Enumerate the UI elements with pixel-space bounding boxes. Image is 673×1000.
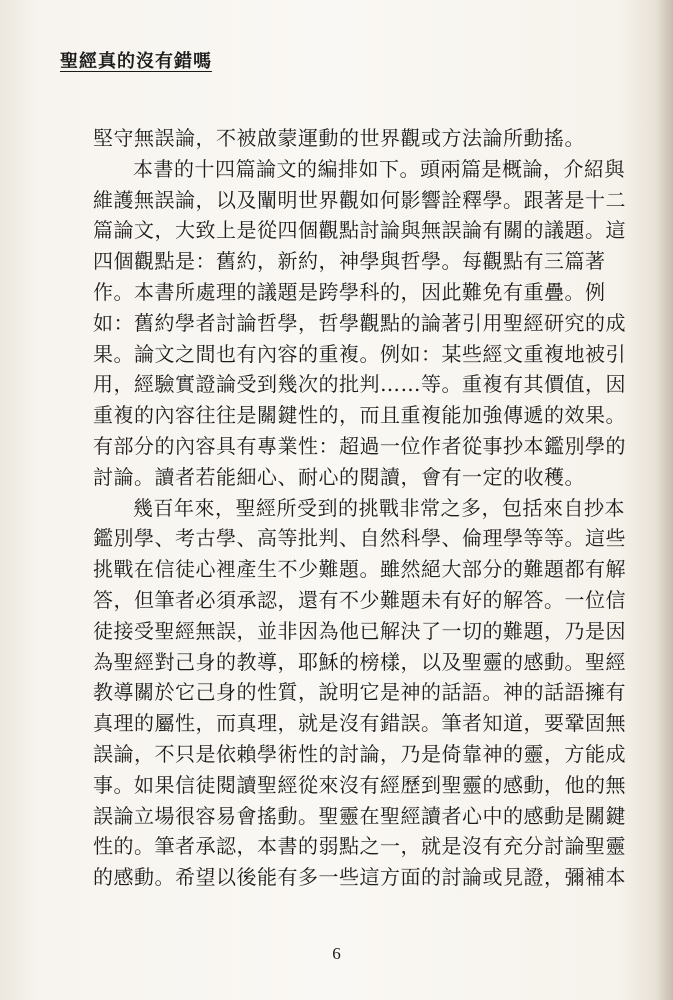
text-line: 教導關於它己身的性質，說明它是神的話語。神的話語擁有 <box>93 680 626 705</box>
text-line: 有部分的內容具有專業性：超過一位作者從事抄本鑑別學的 <box>93 433 626 458</box>
text-line: 討論。讀者若能細心、耐心的閱讀，會有一定的收穫。 <box>93 464 585 489</box>
text-line: 性的。筆者承認，本書的弱點之一，就是沒有充分討論聖靈 <box>93 834 626 859</box>
text-line: 的感動。希望以後能有多一些這方面的討論或見證，彌補本 <box>93 865 626 890</box>
text-line: 事。如果信徒閱讀聖經從來沒有經歷到聖靈的感動，他的無 <box>93 772 626 797</box>
text-line: 如：舊約學者討論哲學，哲學觀點的論著引用聖經研究的成 <box>93 310 626 335</box>
text-line: 本書的十四篇論文的編排如下。頭兩篇是概論，介紹與 <box>133 156 625 181</box>
text-line: 為聖經對己身的教導，耶穌的榜樣，以及聖靈的感動。聖經 <box>93 649 626 674</box>
text-line: 真理的屬性，而真理，就是沒有錯誤。筆者知道，要鞏固無 <box>93 711 626 736</box>
text-line: 用，經驗實證論受到幾次的批判……等。重複有其價值，因 <box>93 372 626 397</box>
text-line: 幾百年來，聖經所受到的挑戰非常之多，包括來自抄本 <box>133 495 625 520</box>
text-line: 篇論文，大致上是從四個觀點討論與無誤論有關的議題。這 <box>93 218 626 243</box>
text-line: 四個觀點是：舊約，新約，神學與哲學。每觀點有三篇著 <box>93 249 606 274</box>
running-head: 聖經真的沒有錯嗎 <box>60 51 212 72</box>
body-text <box>93 123 626 893</box>
text-line: 作。本書所處理的議題是跨學科的，因此難免有重疊。例 <box>93 279 606 304</box>
text-line: 答，但筆者必須承認，還有不少難題未有好的解答。一位信 <box>93 587 626 612</box>
text-line: 挑戰在信徒心裡產生不少難題。雖然絕大部分的難題都有解 <box>93 557 626 582</box>
paragraph-1 <box>93 123 605 154</box>
text-line: 果。論文之間也有內容的重複。例如：某些經文重複地被引 <box>93 341 626 366</box>
text-line: 誤論，不只是依賴學術性的討論，乃是倚靠神的靈，方能成 <box>93 741 626 766</box>
paragraph-3 <box>93 493 626 893</box>
text-line: 維護無誤論，以及闡明世界觀如何影響詮釋學。跟著是十二 <box>93 187 626 212</box>
text-line: 鑑別學、考古學、高等批判、自然科學、倫理學等等。這些 <box>93 526 626 551</box>
paragraph-2 <box>93 154 626 493</box>
text-line: 徒接受聖經無誤，並非因為他已解決了一切的難題，乃是因 <box>93 618 626 643</box>
text-line: 誤論立場很容易會搖動。聖靈在聖經讀者心中的感動是關鍵 <box>93 803 626 828</box>
text-line: 重複的內容往往是關鍵性的，而且重複能加強傳遞的效果。 <box>93 403 626 428</box>
text-line: 堅守無誤論，不被啟蒙運動的世界觀或方法論所動搖。 <box>93 126 585 150</box>
page-number: 6 <box>332 944 341 963</box>
